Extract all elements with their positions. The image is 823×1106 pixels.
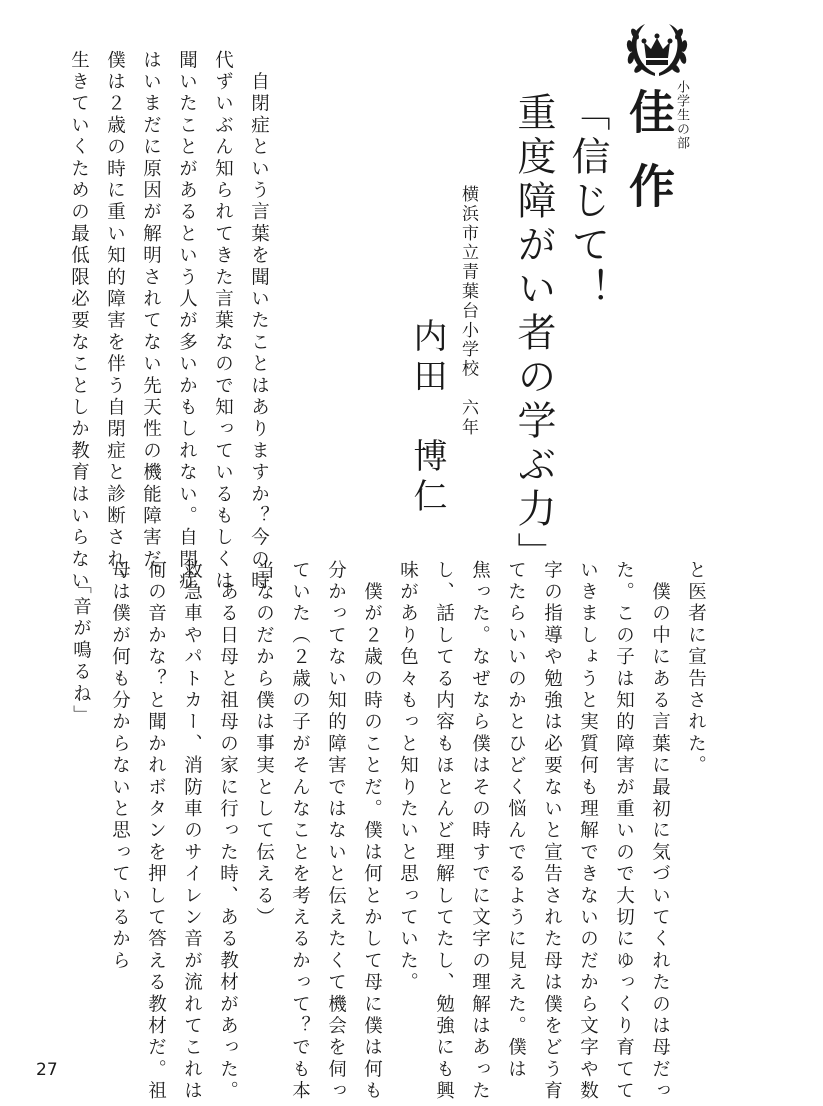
section-label: 小学生の部 xyxy=(674,80,689,150)
body-column: いきましょうと実質何も理解できないのだから文字や数 xyxy=(577,560,599,1103)
essay-title-line-1: 「信じて！ xyxy=(565,92,610,312)
body-column: 分かってない知的障害ではないと伝えたくて機会を伺っ xyxy=(325,560,347,1103)
body-column: 聞いたことがあるという人が多いかもしれない。自閉症 xyxy=(176,50,198,593)
body-column: 味があり色々もっと知りたいと思っていた。 xyxy=(397,560,419,994)
body-column: 自閉症という言葉を聞いたことはありますか？今の時 xyxy=(248,50,270,593)
body-column: 僕は２歳の時に重い知的障害を伴う自閉症と診断され、 xyxy=(104,50,126,593)
body-column: 当なのだから僕は事実として伝える） xyxy=(253,560,275,929)
body-column: 僕の中にある言葉に最初に気づいてくれたのは母だっ xyxy=(649,560,671,1103)
body-column: ていた（２歳の子がそんなことを考えるかって？でも本 xyxy=(289,560,311,1103)
body-column: てたらいいのかとひどく悩んでるように見えた。僕は xyxy=(505,560,527,1081)
crown-laurel-icon xyxy=(621,18,693,82)
body-column: 僕が２歳の時のことだ。僕は何とかして母に僕は何も xyxy=(361,560,383,1103)
body-column: ある日母と祖母の家に行った時、ある教材があった。 xyxy=(217,560,239,1103)
body-column: 救急車やパトカー、消防車のサイレン音が流れてこれは xyxy=(181,560,203,1103)
page-number: 27 xyxy=(36,1060,58,1080)
body-column: 焦った。なぜなら僕はその時すでに文字の理解はあった xyxy=(469,560,491,1103)
body-column: はいまだに原因が解明されてない先天性の機能障害だ。 xyxy=(140,50,162,593)
body-column: た。この子は知的障害が重いので大切にゆっくり育てて xyxy=(613,560,635,1103)
body-column: 生きていくための最低限必要なことしか教育はいらない xyxy=(68,50,90,593)
school-name: 横浜市立青葉台小学校 六年 xyxy=(458,185,478,438)
body-column: し、話してる内容もほとんど理解してたし、勉強にも興 xyxy=(433,560,455,1103)
author-name: 内田 博仁 xyxy=(407,318,447,518)
body-column: 字の指導や勉強は必要ないと宣告された母は僕をどう育 xyxy=(541,560,563,1103)
award-title: 佳作 xyxy=(622,88,676,236)
body-column: 代ずいぶん知られてきた言葉なので知っているもしくは xyxy=(212,50,234,593)
body-column: 何の音かな？と聞かれボタンを押して答える教材だ。祖 xyxy=(145,560,167,1103)
essay-title-line-2: 重度障がい者の学ぶ力」 xyxy=(511,92,556,576)
body-column: 「音が鳴るね」 xyxy=(70,575,92,727)
body-column: 母は僕が何も分からないと思っているから xyxy=(109,560,131,973)
body-column: と医者に宣告された。 xyxy=(685,560,707,777)
